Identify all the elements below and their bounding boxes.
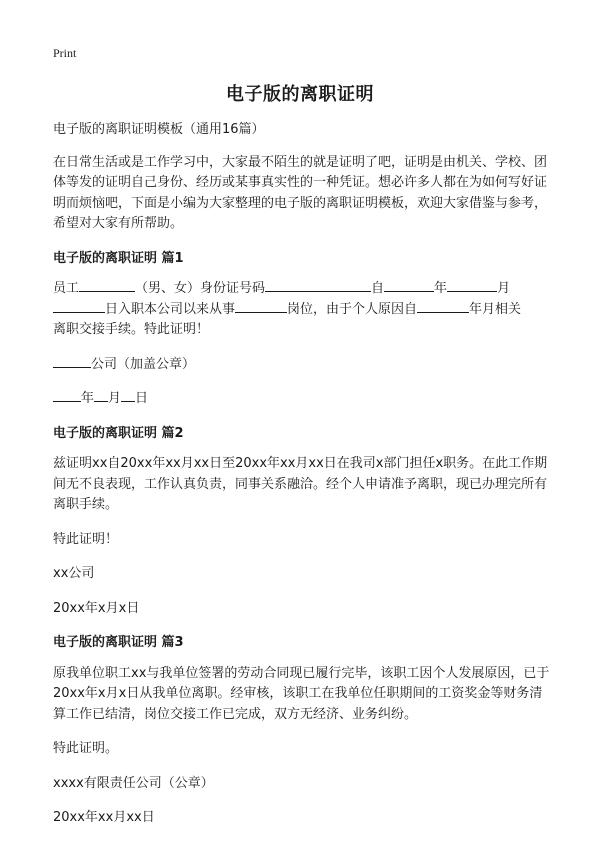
section-2-company: xx公司	[53, 566, 95, 581]
blank-year	[384, 279, 434, 292]
intro-paragraph: 在日常生活或是工作学习中，大家最不陌生的就是证明了吧，证明是由机关、学校、团体等发的证明自己身份、经历或某事真实性的一种凭证。想必许多人都在为如何写好证明而烦恼吧，下面是小编为大家整理的电子版的离职证明模板，欢迎大家借鉴与参考，希望对大家有所帮助。	[53, 154, 548, 231]
section-2-paragraph: 兹证明xx自20xx年xx月xx日至20xx年xx月xx日在我司x部门担任x职务。在此工作期间无不良表现，工作认真负责，同事关系融洽。经个人申请准予离职，现已办理完所有离职手续。	[53, 456, 548, 512]
section-3-company: xxxx有限责任公司（公章）	[53, 775, 214, 791]
blank-name	[79, 279, 135, 292]
blank-leave-date	[417, 300, 469, 313]
blank-day	[53, 300, 105, 313]
blank-date-month	[94, 389, 108, 402]
print-link[interactable]: Print	[53, 46, 77, 60]
section-1-company	[53, 355, 553, 376]
s1-line2-text-3: 年月相关	[469, 301, 522, 317]
section-heading-2: 电子版的离职证明 篇2	[53, 425, 184, 441]
s1-line2-text-2: 岗位，由于个人原因自	[287, 301, 418, 317]
s1-line1-text-4: 年	[434, 281, 448, 296]
section-3-date: 20xx年xx月xx日	[53, 810, 155, 825]
section-1-date	[53, 389, 553, 410]
blank-company	[53, 355, 91, 368]
s1-line3-text: 离职交接手续。特此证明！	[53, 322, 210, 337]
s1-line1-text-2: （男、女）身份证号码	[135, 281, 266, 296]
s1-date-month: 月	[108, 391, 122, 406]
section-2-date: 20xx年x月x日	[53, 600, 140, 616]
s1-line1-text-5: 月	[497, 281, 511, 296]
s1-line2-text-1: 日入职本公司以来从事	[105, 301, 236, 317]
s1-line1-text-1: 员工	[53, 281, 80, 296]
section-3-paragraph: 原我单位职工xx与我单位签署的劳动合同现已履行完毕，该职工因个人发展原因，已于20xx年x月x日从我单位离职。经审核，该职工在我单位任职期间的工资奖金等财务清算工作已结清，岗位交接工作已完成，双方无经济、业务纠纷。	[53, 665, 550, 722]
document-body	[53, 120, 553, 843]
page-title: 电子版的离职证明	[226, 84, 374, 105]
section-heading-3: 电子版的离职证明 篇3	[53, 635, 184, 650]
blank-date-year	[53, 389, 81, 402]
document-subtitle: 电子版的离职证明模板（通用16篇）	[53, 122, 265, 137]
blank-month	[447, 279, 497, 292]
s1-date-year: 年	[81, 391, 95, 406]
s1-date-day: 日	[135, 391, 149, 406]
s1-company-text: 公司（加盖公章）	[91, 356, 196, 372]
blank-date-day	[121, 389, 135, 402]
s1-line1-text-3: 自	[371, 281, 385, 296]
blank-position	[235, 300, 287, 313]
section-2-closing: 特此证明！	[53, 531, 119, 547]
blank-id-number	[265, 279, 371, 292]
section-1-body	[53, 279, 553, 341]
section-3-closing: 特此证明。	[53, 741, 119, 756]
section-heading-1: 电子版的离职证明 篇1	[53, 250, 184, 266]
